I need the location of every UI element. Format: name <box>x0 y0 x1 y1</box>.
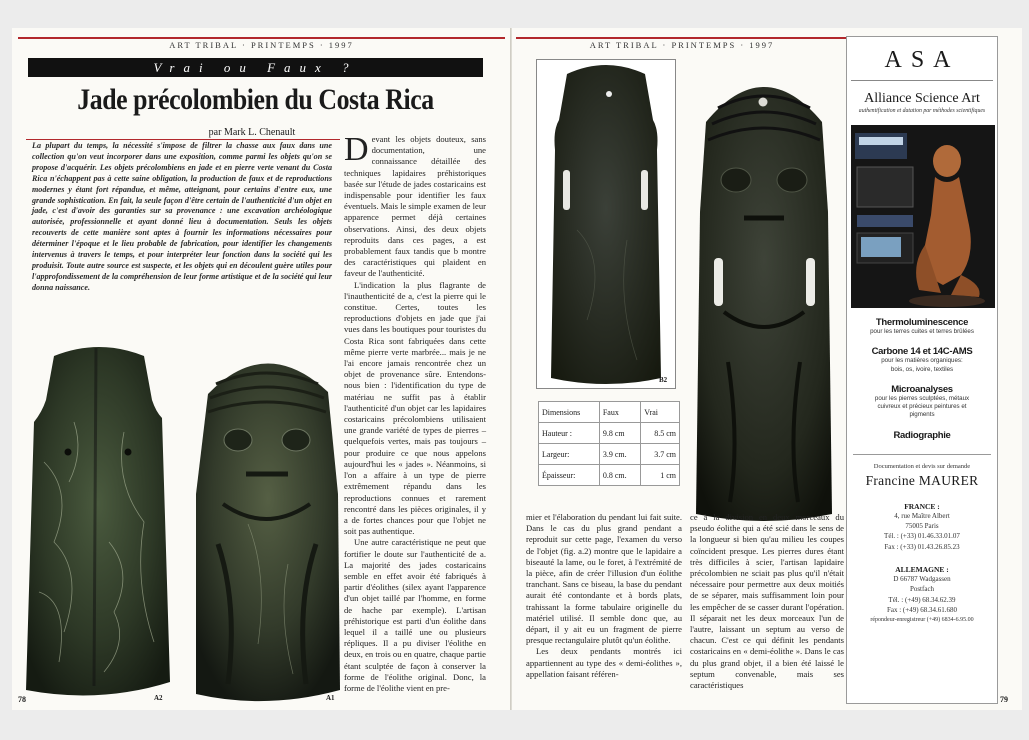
drop-cap: D <box>344 131 369 168</box>
figure-label-a1: A1 <box>326 694 335 702</box>
service-description: pour les pierres sculptées, métaux cuivreux et précieux peintures et pigments <box>874 394 970 419</box>
service-title: Microanalyses <box>891 383 953 395</box>
table-cell: 3.9 cm. <box>599 444 640 465</box>
service-title: Thermoluminescence <box>875 317 969 328</box>
jade-pendant-b-front-photo <box>684 62 844 524</box>
table-cell: 0.8 cm. <box>599 465 640 486</box>
table-row <box>539 423 680 444</box>
table-cell: 9.8 cm <box>599 423 640 444</box>
service-description: pour les matières organiques: bois, os, ivoire, textiles <box>881 357 963 373</box>
intro-text: La plupart du temps, la nécessité s'impose de filtrer la chasse aux faux dans une collection qu'on veut incorporer dans une exposition, comme parmi les objets qu'on se propose d'acquérir. Les objets précolombiens en jade et en pierre verte venant du Costa Rica n'échappent pas à cette saine obligation, la production de faux et de reproductions modernes y étant fort répandue, et même, atteignant, pour certains d'entre eux, une grande sophistication. En fait, la seule façon d'être certain de l'authenticité d'un objet en jade, c'est d'avoir des garanties sur sa provenance : une excavation archéologique autorisée, professionnelle et ayant donné lieu à documentation. Seuls les objets recouverts de cette manière sont aptes à fournir les informations nécessaires pour déterminer l'époque et le lieu probable de fabrication, pour identifier les changements intervenus à travers le temps, et pour interpréter leur fonction dans la société qui les produisit. Toute autre source est suspecte, et les objets qui en découlent guère utiles pour l'approfondissement de la compréhension de leur forme artistique et de la société qui leur donna naissance. <box>32 141 332 292</box>
country-label: ALLEMAGNE : <box>895 564 949 574</box>
service-description: pour les terres cuites et terres brûlées <box>870 328 974 335</box>
fax-line: Fax : (+49) 68.34.61.680 <box>886 605 958 614</box>
address-line: Postfach <box>909 585 935 594</box>
paragraph: Une autre caractéristique ne peut que fortifier le doute sur l'authenticité de a. La majorité des jades costaricains semble en effet avoir été fabriqués à partir d'éolithes (silex ayant l'apparence d'un objet taillé par l'homme, en forme de hache par exemple). L'artisan préhistorique est parti d'un éolithe dans lequel il a taillé une ou plusieurs répliques. Il a pu diviser l'éolithe en deux, en trois ou en quatre, chaque partie étant sculptée de façon à conserver la forme de l'éolithe original. Donc, la forme de l'éolithe vient en pre- <box>344 537 486 693</box>
table-row <box>539 444 680 465</box>
ad-divider <box>853 454 991 455</box>
figure-label-b2: B2 <box>659 376 668 384</box>
contact-note: Documentation et devis sur demande <box>873 462 971 470</box>
page-number: 79 <box>1000 695 1008 704</box>
photo-frame-b2 <box>536 59 676 389</box>
table-cell: 8.5 cm <box>641 423 680 444</box>
header-rule <box>516 37 848 39</box>
paragraph: Les deux pendants montrés ici appartiennent au type des « demi-éolithes », appellation faisant référen- <box>526 646 682 679</box>
phone-line: Tél. : (+49) 68.34.62.39 <box>888 595 956 604</box>
header-rule <box>18 37 505 39</box>
service-title: Carbone 14 et 14C-AMS <box>871 346 973 358</box>
table-cell: Largeur: <box>539 444 600 465</box>
phone-line: Tél. : (+33) 01.46.33.01.07 <box>884 532 960 541</box>
table-row <box>539 465 680 486</box>
running-head: ART TRIBAL · PRINTEMPS · 1997 <box>589 40 775 50</box>
article-title: Jade précolombien du Costa Rica <box>77 83 434 116</box>
article-column <box>344 131 486 694</box>
paragraph: ce à la division en deux morceaux du pseudo éolithe qui a été scié dans le sens de la longueur si bien qu'au milieu les coupes coïncident presque. Les pierres dures étant très difficiles à scier, l'artisan lapidaire précolombien ne sciait pas plus qu'il n'était nécessaire pour permettre aux deux moitiés de se séparer, mais suffisamment loin pour les empêcher de se casser durant l'opération. Il séparait net les deux morceaux l'un de l'autre, laissant un septum au verso de chacun. C'est ce qui définit les pendants costaricains en « demi-éolithe ». Dans le cas du plus grand objet, il a bien été laissé le septum convenable, mais ses caractéristiques <box>690 512 844 691</box>
ad-company-name: Alliance Science Art <box>864 91 980 106</box>
contact-name: Francine MAURER <box>865 472 979 488</box>
address-line: 75005 Paris <box>905 522 939 531</box>
table-header: Faux <box>599 402 640 423</box>
asa-advertisement <box>846 36 998 704</box>
table-header-row <box>539 402 680 423</box>
address-line: D 66787 Wadgassen <box>893 574 951 583</box>
table-cell: Épaisseur: <box>539 465 600 486</box>
fax-line: Fax : (+33) 01.43.26.85.23 <box>884 542 960 551</box>
article-column <box>690 512 844 691</box>
jade-pendant-b-back-photo <box>537 60 675 388</box>
ad-figurine-photo <box>851 125 995 308</box>
figure-label-a2: A2 <box>154 694 163 702</box>
table-cell: Hauteur : <box>539 423 600 444</box>
paragraph: evant les objets douteux, sans documentation, une connaissance détaillée des techniques lapidaires préhistoriques basée sur l'étude de jades costaricains est indispensable pour identifier les faux éventuels. Mais le simple examen de leur apparence permet déjà certaines observations. Ainsi, des deux objets reproduits dans ces pages, a est probablement faux tandis que b montre des caractéristiques qui plaident en faveur de l'authenticité. <box>344 134 486 279</box>
running-head: ART TRIBAL · PRINTEMPS · 1997 <box>169 40 354 50</box>
left-page <box>12 28 511 710</box>
byline: par Mark L. Chenault <box>208 127 296 138</box>
jade-pendant-front-photo <box>188 344 346 708</box>
country-label: FRANCE : <box>904 501 940 511</box>
kicker-banner: Vrai ou Faux ? <box>28 58 483 77</box>
page-number: 78 <box>18 695 26 704</box>
table-cell: 1 cm <box>641 465 680 486</box>
table-header: Dimensions <box>539 402 600 423</box>
table-cell: 3.7 cm <box>641 444 680 465</box>
ad-tagline: authentification et datation par méthodes scientifiques <box>858 108 986 114</box>
paragraph: L'indication la plus flagrante de l'inauthenticité de a, c'est la pierre qui le constitue. Certes, toutes les reproductions d'objets en jade que j'ai vues dans les boutiques pour touristes du Costa Rica sont fabriquées dans cette même pierre verte marbrée... mais je ne l'ai encore jamais rencontrée chez un objet de provenance sûre. Entendons-nous bien : l'identification du type de matériau ne suffit pas à établir l'authenticité d'un objet car les lapidaires costaricains précolombiens utilisaient une grande variété de types de pierres – quelquefois vertes, mais pas toujours – pour produire ce que nous appelons aujourd'hui les « jades ». Néanmoins, si l'on a affaire à un type de pierre extrêmement répandu dans les reproductions connues et rarement rencontré dans les pièces originales, il y a de fortes chances pour que l'objet ne soit pas authentique. <box>344 279 486 537</box>
answering-machine-line: répondeur-enregistreur (+49) 6834-6.95.00 <box>870 617 974 624</box>
dimensions-table <box>538 401 680 486</box>
table-header: Vrai <box>641 402 680 423</box>
address-line: 4, rue Maître Albert <box>894 511 950 520</box>
ad-divider <box>851 80 993 81</box>
ad-logo: ASA <box>884 47 960 73</box>
intro-rule <box>26 139 340 140</box>
service-title: Radiographie <box>893 429 951 441</box>
figurine-image <box>851 125 995 308</box>
jade-pendant-back-photo <box>14 342 184 706</box>
article-column <box>526 512 682 680</box>
paragraph: mier et l'élaboration du pendant lui fait suite. Dans le cas du plus grand pendant a reproduit sur cette page, l'examen du verso de l'objet (fig. a.2) montre que le lapidaire a biseauté la lame, ou le foret, à l'extrémité de la pièce, afin de créer l'illusion d'un éolithe tranchant. Sans ce biseau, la base du pendant aurait été contondante et à bords plats, trahissant la forme tabulaire originelle du matériel utilisé. Il semble donc que, au départ, il y ait eu un fragment de pierre presque rectangulaire plutôt qu'un éolithe. <box>526 512 682 646</box>
